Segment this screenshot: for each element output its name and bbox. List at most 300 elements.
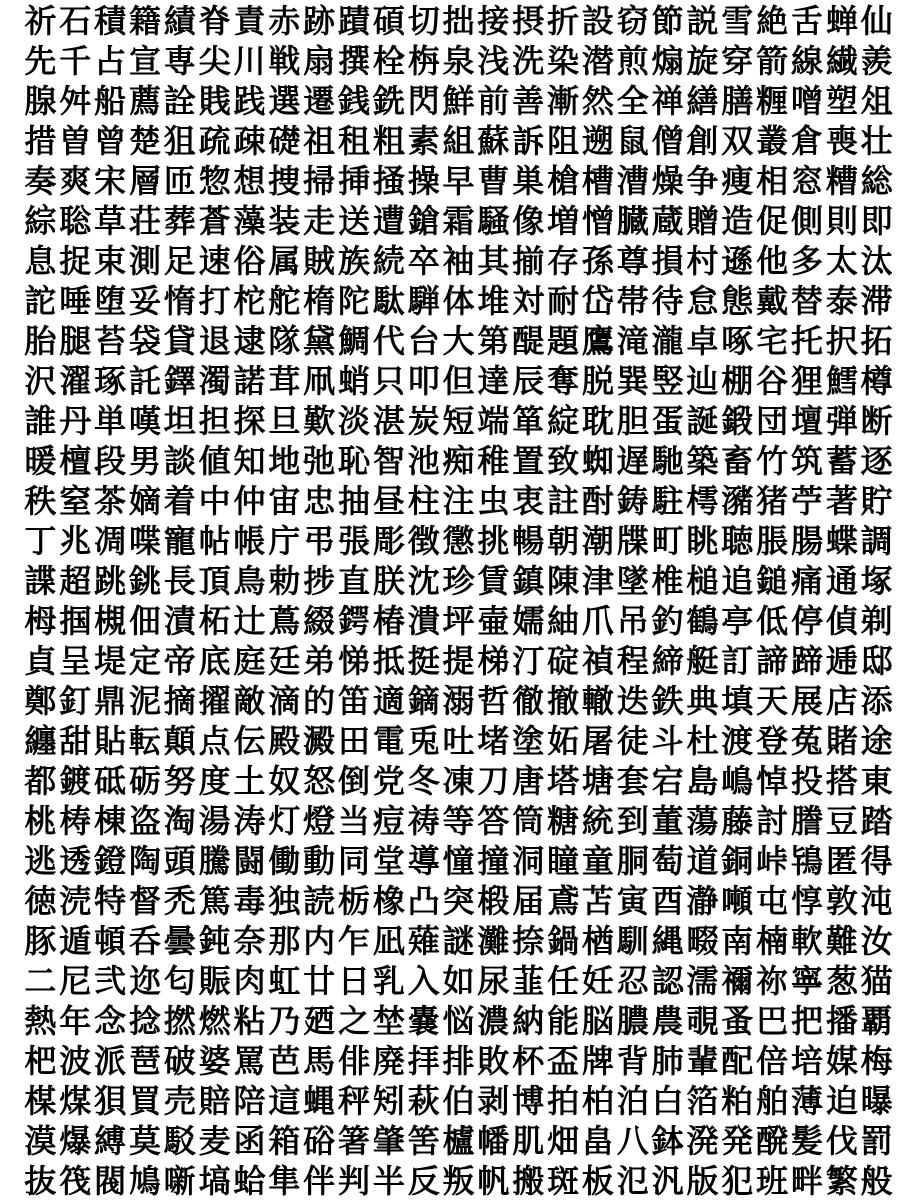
kanji-character: 臓 — [616, 202, 649, 240]
kanji-character: 漬 — [163, 602, 196, 640]
kanji-character: 暢 — [512, 522, 545, 560]
kanji-character: 曹 — [477, 162, 510, 200]
kanji-character: 屯 — [756, 882, 789, 920]
kanji-character: 綜 — [24, 202, 57, 240]
kanji-character: 奪 — [547, 362, 580, 400]
kanji-character: 琢 — [94, 362, 127, 400]
kanji-character: 遅 — [616, 442, 649, 480]
kanji-character: 銑 — [372, 82, 405, 120]
kanji-character: 栃 — [338, 882, 371, 920]
kanji-character: 戦 — [268, 42, 301, 80]
kanji-character: 殿 — [268, 722, 301, 760]
kanji-character: 定 — [128, 642, 161, 680]
kanji-character: 楢 — [581, 922, 614, 960]
kanji-character: 寵 — [163, 522, 196, 560]
kanji-character: 納 — [512, 1002, 545, 1040]
kanji-character: 漸 — [547, 82, 580, 120]
kanji-character: 繁 — [825, 1162, 858, 1200]
kanji-character: 対 — [512, 282, 545, 320]
kanji-character: 宕 — [651, 762, 684, 800]
kanji-character: 断 — [860, 402, 893, 440]
kanji-character: 鋳 — [616, 482, 649, 520]
kanji-character: 盃 — [547, 1042, 580, 1080]
kanji-character: 繕 — [686, 82, 719, 120]
kanji-character: 博 — [512, 1082, 545, 1120]
kanji-character: 酉 — [651, 882, 684, 920]
kanji-character: 滝 — [616, 322, 649, 360]
kanji-character: 柘 — [198, 602, 231, 640]
kanji-row — [23, 801, 894, 841]
kanji-character: 訴 — [512, 122, 545, 160]
kanji-character: 達 — [477, 362, 510, 400]
kanji-character: 背 — [616, 1042, 649, 1080]
kanji-character: 椎 — [651, 562, 684, 600]
kanji-character: 痘 — [372, 802, 405, 840]
kanji-character: 遡 — [581, 122, 614, 160]
kanji-character: 其 — [477, 242, 510, 280]
kanji-character: 莫 — [128, 1122, 161, 1160]
kanji-character: 悩 — [442, 1002, 475, 1040]
kanji-character: 締 — [651, 642, 684, 680]
kanji-row — [23, 1161, 894, 1201]
kanji-character: 蜘 — [581, 442, 614, 480]
kanji-character: 濁 — [198, 362, 231, 400]
kanji-character: 詮 — [163, 82, 196, 120]
kanji-character: 版 — [686, 1162, 719, 1200]
kanji-character: 呑 — [128, 922, 161, 960]
kanji-character: 捻 — [128, 1002, 161, 1040]
kanji-character: 謎 — [442, 922, 475, 960]
kanji-character: 争 — [686, 162, 719, 200]
kanji-row — [23, 201, 894, 241]
kanji-character: 栂 — [24, 602, 57, 640]
kanji-character: 燥 — [651, 162, 684, 200]
kanji-row — [23, 961, 894, 1001]
kanji-character: 曝 — [860, 1082, 893, 1120]
kanji-character: 只 — [372, 362, 405, 400]
kanji-character: 巣 — [512, 162, 545, 200]
kanji-row — [23, 161, 894, 201]
kanji-character: 貸 — [163, 322, 196, 360]
kanji-character: 党 — [372, 762, 405, 800]
kanji-character: 洗 — [512, 42, 545, 80]
kanji-character: 督 — [128, 882, 161, 920]
kanji-character: 男 — [128, 442, 161, 480]
kanji-character: 鳶 — [547, 882, 580, 920]
kanji-character: 函 — [233, 1122, 266, 1160]
kanji-character: 潜 — [581, 42, 614, 80]
kanji-character: 噸 — [721, 882, 754, 920]
kanji-character: 牒 — [616, 522, 649, 560]
kanji-character: 胎 — [24, 322, 57, 360]
kanji-character: 態 — [721, 282, 754, 320]
kanji-character: 体 — [442, 282, 475, 320]
kanji-character: 畠 — [581, 1122, 614, 1160]
kanji-character: 尿 — [477, 962, 510, 1000]
kanji-character: 狽 — [94, 1082, 127, 1120]
kanji-character: 窓 — [790, 162, 823, 200]
kanji-character: 昼 — [372, 482, 405, 520]
kanji-character: 節 — [651, 2, 684, 40]
kanji-character: 帯 — [616, 282, 649, 320]
kanji-character: 賃 — [477, 562, 510, 600]
kanji-character: 恥 — [338, 442, 371, 480]
kanji-character: 濡 — [686, 962, 719, 1000]
kanji-character: 妊 — [581, 962, 614, 1000]
kanji-character: 廷 — [268, 642, 301, 680]
kanji-character: 鍛 — [721, 402, 754, 440]
kanji-character: 他 — [756, 242, 789, 280]
kanji-character: 半 — [372, 1162, 405, 1200]
kanji-character: 蓄 — [825, 442, 858, 480]
kanji-character: 煤 — [59, 1082, 92, 1120]
kanji-character: 庭 — [233, 642, 266, 680]
kanji-character: 苫 — [581, 882, 614, 920]
kanji-character: 足 — [163, 242, 196, 280]
kanji-character: 瀞 — [686, 882, 719, 920]
kanji-character: 鴇 — [790, 842, 823, 880]
kanji-character: 蝿 — [303, 1082, 336, 1120]
kanji-character: 塘 — [581, 762, 614, 800]
kanji-character: 統 — [581, 802, 614, 840]
kanji-character: 塗 — [512, 722, 545, 760]
kanji-character: 耽 — [581, 402, 614, 440]
kanji-character: 闘 — [233, 842, 266, 880]
kanji-character: 農 — [651, 1002, 684, 1040]
kanji-character: 掴 — [59, 602, 92, 640]
kanji-character: 舶 — [756, 1082, 789, 1120]
kanji-character: 罰 — [860, 1122, 893, 1160]
kanji-character: 短 — [442, 402, 475, 440]
kanji-character: 挿 — [338, 162, 371, 200]
kanji-character: 贈 — [686, 202, 719, 240]
kanji-row — [23, 521, 894, 561]
kanji-character: 戴 — [756, 282, 789, 320]
kanji-character: 肌 — [512, 1122, 545, 1160]
kanji-row — [23, 881, 894, 921]
kanji-row — [23, 1041, 894, 1081]
kanji-character: 軟 — [790, 922, 823, 960]
kanji-character: 聡 — [59, 202, 92, 240]
kanji-character: 努 — [163, 762, 196, 800]
kanji-character: 捗 — [303, 562, 336, 600]
kanji-character: 揃 — [512, 242, 545, 280]
kanji-character: 拍 — [547, 1082, 580, 1120]
kanji-character: 択 — [825, 322, 858, 360]
kanji-character: 刀 — [477, 762, 510, 800]
kanji-character: 槍 — [547, 162, 580, 200]
kanji-character: 瞳 — [547, 842, 580, 880]
kanji-character: 挑 — [477, 522, 510, 560]
kanji-character: 釣 — [651, 602, 684, 640]
kanji-character: 兎 — [407, 722, 440, 760]
kanji-character: 琶 — [128, 1042, 161, 1080]
kanji-character: 栓 — [372, 42, 405, 80]
kanji-character: 鉢 — [651, 1122, 684, 1160]
kanji-character: 疏 — [198, 122, 231, 160]
kanji-character: 汰 — [860, 242, 893, 280]
kanji-character: 認 — [651, 962, 684, 1000]
kanji-character: 扇 — [303, 42, 336, 80]
kanji-character: 拙 — [442, 2, 475, 40]
kanji-character: 践 — [233, 82, 266, 120]
kanji-character: 宅 — [756, 322, 789, 360]
kanji-character: 弾 — [825, 402, 858, 440]
kanji-character: 搭 — [825, 762, 858, 800]
kanji-character: 伝 — [233, 722, 266, 760]
kanji-character: 涛 — [233, 802, 266, 840]
kanji-row — [23, 921, 894, 961]
kanji-character: 之 — [338, 1002, 371, 1040]
kanji-character: 邸 — [860, 642, 893, 680]
kanji-character: 灘 — [477, 922, 510, 960]
kanji-character: 探 — [233, 402, 266, 440]
kanji-character: 折 — [547, 2, 580, 40]
kanji-row — [23, 81, 894, 121]
kanji-character: 喋 — [128, 522, 161, 560]
kanji-character: 筑 — [790, 442, 823, 480]
kanji-character: 太 — [825, 242, 858, 280]
kanji-character: 脹 — [756, 522, 789, 560]
kanji-character: 廼 — [303, 1002, 336, 1040]
kanji-character: 転 — [128, 722, 161, 760]
kanji-character: 続 — [372, 242, 405, 280]
kanji-character: 惇 — [790, 882, 823, 920]
kanji-character: 硲 — [303, 1122, 336, 1160]
kanji-character: 抽 — [338, 482, 371, 520]
kanji-character: 敗 — [477, 1042, 510, 1080]
kanji-character: 艇 — [686, 642, 719, 680]
kanji-character: 祷 — [407, 802, 440, 840]
kanji-character: 全 — [616, 82, 649, 120]
kanji-character: 禰 — [721, 962, 754, 1000]
kanji-character: 栴 — [407, 42, 440, 80]
kanji-character: 壮 — [860, 122, 893, 160]
kanji-character: 套 — [616, 762, 649, 800]
kanji-character: 橡 — [372, 882, 405, 920]
kanji-row — [23, 121, 894, 161]
kanji-character: 曽 — [59, 122, 92, 160]
kanji-character: 駄 — [372, 282, 405, 320]
kanji-character: 碩 — [372, 2, 405, 40]
kanji-character: 単 — [94, 402, 127, 440]
kanji-character: 勅 — [268, 562, 301, 600]
kanji-character: 潰 — [407, 602, 440, 640]
kanji-character: 石 — [59, 2, 92, 40]
kanji-character: 速 — [198, 242, 231, 280]
kanji-character: 南 — [721, 922, 754, 960]
kanji-character: 跡 — [303, 2, 336, 40]
kanji-character: 楕 — [303, 282, 336, 320]
kanji-character: 送 — [338, 202, 371, 240]
kanji-character: 如 — [442, 962, 475, 1000]
kanji-character: 畷 — [686, 922, 719, 960]
kanji-character: 樗 — [686, 482, 719, 520]
kanji-character: 双 — [721, 122, 754, 160]
kanji-character: 鼎 — [94, 682, 127, 720]
kanji-character: 噺 — [163, 1162, 196, 1200]
kanji-row — [23, 721, 894, 761]
kanji-character: 撰 — [338, 42, 371, 80]
kanji-character: 停 — [790, 602, 823, 640]
kanji-character: 辰 — [512, 362, 545, 400]
kanji-character: 損 — [651, 242, 684, 280]
kanji-character: 著 — [825, 482, 858, 520]
kanji-character: 曾 — [94, 122, 127, 160]
kanji-character: 媒 — [825, 1042, 858, 1080]
kanji-character: 鎮 — [512, 562, 545, 600]
kanji-character: 倍 — [756, 1042, 789, 1080]
kanji-character: 敦 — [825, 882, 858, 920]
kanji-character: 唾 — [59, 282, 92, 320]
kanji-character: 撚 — [163, 1002, 196, 1040]
kanji-character: 騒 — [477, 202, 510, 240]
kanji-character: 嘆 — [128, 402, 161, 440]
kanji-character: 破 — [163, 1042, 196, 1080]
kanji-character: 早 — [442, 162, 475, 200]
kanji-character: 得 — [860, 842, 893, 880]
kanji-character: 嚢 — [407, 1002, 440, 1040]
kanji-character: 冬 — [407, 762, 440, 800]
kanji-character: 吐 — [442, 722, 475, 760]
kanji-character: 汀 — [512, 642, 545, 680]
kanji-character: 波 — [59, 1042, 92, 1080]
kanji-character: 浅 — [477, 42, 510, 80]
kanji-character: 超 — [59, 562, 92, 600]
kanji-character: 拓 — [860, 322, 893, 360]
kanji-character: 弔 — [303, 522, 336, 560]
kanji-character: 覇 — [860, 1002, 893, 1040]
kanji-character: 鍍 — [59, 762, 92, 800]
kanji-character: 淡 — [338, 402, 371, 440]
kanji-character: 黛 — [303, 322, 336, 360]
kanji-character: 銅 — [721, 842, 754, 880]
kanji-character: 仙 — [860, 2, 893, 40]
kanji-character: 粕 — [721, 1082, 754, 1120]
kanji-character: 頂 — [198, 562, 231, 600]
kanji-character: 逐 — [860, 442, 893, 480]
kanji-character: 突 — [442, 882, 475, 920]
kanji-character: 把 — [790, 1002, 823, 1040]
kanji-character: 籍 — [128, 2, 161, 40]
kanji-character: 内 — [303, 922, 336, 960]
kanji-character: 池 — [407, 442, 440, 480]
kanji-character: 張 — [338, 522, 371, 560]
kanji-character: 搬 — [512, 1162, 545, 1200]
kanji-character: 帆 — [477, 1162, 510, 1200]
kanji-character: 渡 — [721, 722, 754, 760]
kanji-character: 馳 — [651, 442, 684, 480]
kanji-character: 蒼 — [198, 202, 231, 240]
kanji-character: 縄 — [651, 922, 684, 960]
kanji-character: 槻 — [94, 602, 127, 640]
kanji-character: 鳩 — [128, 1162, 161, 1200]
kanji-character: 哲 — [477, 682, 510, 720]
kanji-character: 剥 — [477, 1082, 510, 1120]
kanji-character: 那 — [268, 922, 301, 960]
kanji-character: 禅 — [651, 82, 684, 120]
kanji-character: 腸 — [790, 522, 823, 560]
kanji-character: 妬 — [547, 722, 580, 760]
kanji-character: 値 — [198, 442, 231, 480]
kanji-character: 董 — [651, 802, 684, 840]
kanji-character: 藤 — [721, 802, 754, 840]
kanji-character: 壷 — [477, 602, 510, 640]
kanji-character: 孫 — [581, 242, 614, 280]
kanji-character: 覗 — [686, 1002, 719, 1040]
kanji-character: 茸 — [268, 362, 301, 400]
kanji-character: 忠 — [303, 482, 336, 520]
kanji-character: 閥 — [94, 1162, 127, 1200]
kanji-character: 禎 — [581, 642, 614, 680]
kanji-character: 塔 — [547, 762, 580, 800]
kanji-character: 糟 — [825, 162, 858, 200]
kanji-character: 暖 — [24, 442, 57, 480]
kanji-character: 賭 — [825, 722, 858, 760]
kanji-character: 椿 — [372, 602, 405, 640]
kanji-character: 白 — [651, 1082, 684, 1120]
kanji-character: 逮 — [233, 322, 266, 360]
kanji-character: 談 — [163, 442, 196, 480]
kanji-character: 日 — [338, 962, 371, 1000]
kanji-character: 筈 — [407, 1122, 440, 1160]
kanji-character: 島 — [686, 762, 719, 800]
kanji-character: 点 — [198, 722, 231, 760]
kanji-character: 難 — [825, 922, 858, 960]
kanji-character: 凍 — [442, 762, 475, 800]
kanji-character: 端 — [477, 402, 510, 440]
kanji-character: 凋 — [94, 522, 127, 560]
kanji-row — [23, 441, 894, 481]
kanji-character: 念 — [94, 1002, 127, 1040]
kanji-character: 杯 — [512, 1042, 545, 1080]
kanji-character: 嫡 — [128, 482, 161, 520]
kanji-character: 鉄 — [651, 682, 684, 720]
kanji-character: 唐 — [512, 762, 545, 800]
kanji-character: 題 — [547, 322, 580, 360]
kanji-character: 斑 — [547, 1162, 580, 1200]
kanji-character: 致 — [547, 442, 580, 480]
kanji-character: 畔 — [790, 1162, 823, 1200]
kanji-character: 智 — [372, 442, 405, 480]
kanji-character: 側 — [790, 202, 823, 240]
kanji-character: 専 — [163, 42, 196, 80]
kanji-character: 啄 — [721, 322, 754, 360]
kanji-character: 乳 — [372, 962, 405, 1000]
kanji-character: 束 — [94, 242, 127, 280]
kanji-character: 苔 — [94, 322, 127, 360]
kanji-character: 祢 — [756, 962, 789, 1000]
kanji-character: 培 — [790, 1042, 823, 1080]
kanji-character: 着 — [163, 482, 196, 520]
kanji-character: 薙 — [407, 922, 440, 960]
kanji-character: 尊 — [616, 242, 649, 280]
kanji-character: 直 — [338, 562, 371, 600]
kanji-character: 踏 — [860, 802, 893, 840]
kanji-character: 牌 — [581, 1042, 614, 1080]
kanji-character: 岱 — [581, 282, 614, 320]
kanji-character: 苧 — [790, 482, 823, 520]
kanji-character: 楠 — [756, 922, 789, 960]
kanji-character: 乃 — [268, 1002, 301, 1040]
kanji-character: 賎 — [198, 82, 231, 120]
kanji-character: 銭 — [338, 82, 371, 120]
kanji-character: 賠 — [198, 1082, 231, 1120]
kanji-character: 葱 — [825, 962, 858, 1000]
kanji-character: 陶 — [128, 842, 161, 880]
kanji-character: 腺 — [24, 82, 57, 120]
kanji-character: 騨 — [407, 282, 440, 320]
